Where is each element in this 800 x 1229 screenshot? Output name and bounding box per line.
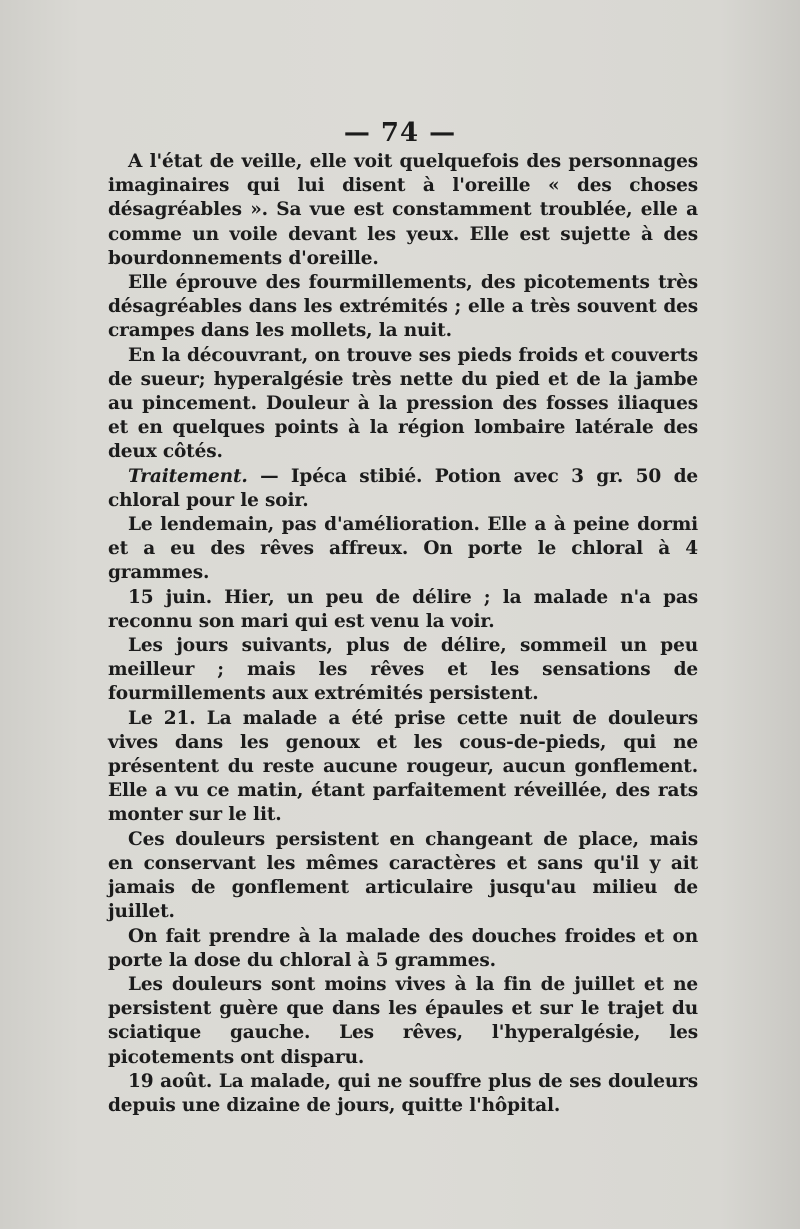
paragraph-3: En la découvrant, on trouve ses pieds froids et couverts de sueur; hyperalgésie très nette du pied et de la jambe au pincement. Douleur à la pression des fosses iliaques et en quelques points à la région lombaire latérale des deux côtés.: [108, 344, 698, 463]
body-text: [108, 150, 698, 1118]
paragraph-7: Les jours suivants, plus de délire, sommeil un peu meilleur ; mais les rêves et les sensations de fourmillements aux extrémités persistent.: [108, 635, 698, 705]
paragraph-11: Les douleurs sont moins vives à la fin de juillet et ne persistent guère que dans les épaules et sur le trajet du sciatique gauche. Les rêves, l'hyperalgésie, les picotements ont disparu.: [108, 973, 698, 1068]
paragraph-2: Elle éprouve des fourmillements, des picotements très désagréables dans les extrémités ; elle a très souvent des crampes dans les mollets, la nuit.: [108, 272, 698, 342]
paragraph-12: 19 août. La malade, qui ne souffre plus de ses douleurs depuis une dizaine de jours, quitte l'hôpital.: [108, 1070, 698, 1116]
paragraph-8: Le 21. La malade a été prise cette nuit de douleurs vives dans les genoux et les cous-de-pieds, qui ne présentent du reste aucune rougeur, aucun gonflement. Elle a vu ce matin, étant parfaitement réveillée, des rats monter sur le lit.: [108, 707, 698, 826]
paragraph-6: 15 juin. Hier, un peu de délire ; la malade n'a pas reconnu son mari qui est venu la voir.: [108, 586, 698, 632]
paragraph-9: Ces douleurs persistent en changeant de place, mais en conservant les mêmes caractères et sans qu'il y ait jamais de gonflement articulaire jusqu'au milieu de juillet.: [108, 828, 698, 923]
paragraph-10: On fait prendre à la malade des douches froides et on porte la dose du chloral à 5 grammes.: [108, 925, 698, 971]
paragraph-1: A l'état de veille, elle voit quelquefois des personnages imaginaires qui lui disent à l'oreille « des choses désagréables ». Sa vue est constamment troublée, elle a comme un voile devant les yeux. Elle est sujette à des bourdonnements d'oreille.: [108, 151, 698, 269]
treatment-text: — Ipéca stibié. Potion avec 3 gr. 50 de chloral pour le soir.: [108, 465, 698, 511]
paragraph-4: [108, 465, 698, 513]
treatment-label: Traitement.: [128, 465, 248, 487]
page-number: — 74 —: [343, 118, 457, 148]
paragraph-5: Le lendemain, pas d'amélioration. Elle a à peine dormi et a eu des rêves affreux. On porte le chloral à 4 grammes.: [108, 514, 698, 584]
